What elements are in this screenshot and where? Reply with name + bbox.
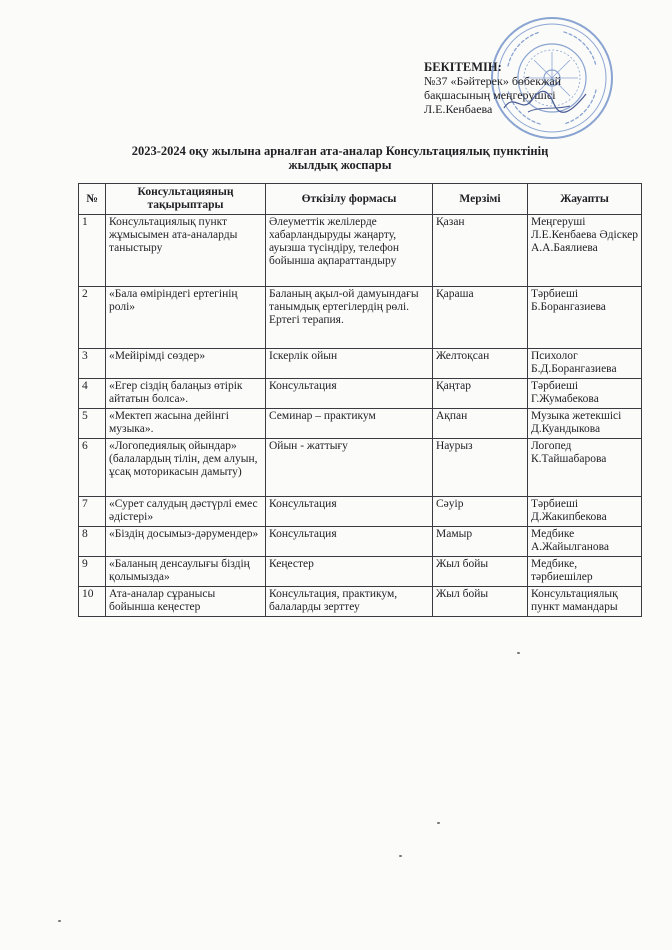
row-topic: «Біздің досымыз-дәрумендер» bbox=[106, 527, 266, 557]
row-number: 6 bbox=[79, 439, 106, 497]
table-row bbox=[79, 439, 642, 497]
header-responsible: Жауапты bbox=[528, 184, 642, 215]
row-form: Ойын - жаттығу bbox=[266, 439, 433, 497]
row-number: 2 bbox=[79, 287, 106, 349]
row-term: Қараша bbox=[433, 287, 528, 349]
table-row bbox=[79, 349, 642, 379]
table-row bbox=[79, 215, 642, 287]
approval-line-3: Л.Е.Кенбаева bbox=[424, 102, 493, 116]
plan-table bbox=[78, 183, 642, 617]
header-term: Мерзімі bbox=[433, 184, 528, 215]
row-topic: «Сурет салудың дәстүрлі емес әдістері» bbox=[106, 497, 266, 527]
row-responsible: Тәрбиеші Д.Жакипбекова bbox=[528, 497, 642, 527]
row-term: Қаңтар bbox=[433, 379, 528, 409]
row-term: Жыл бойы bbox=[433, 587, 528, 617]
approval-line-1: №37 «Бәйтерек» бөбекжай bbox=[424, 74, 562, 88]
row-term: Мамыр bbox=[433, 527, 528, 557]
row-form: Әлеуметтік желілерде хабарландыруды жаңарту, ауызша түсіндіру, телефон бойынша ақпараттандыру bbox=[266, 215, 433, 287]
scan-speck bbox=[399, 855, 402, 857]
row-topic: «Мектеп жасына дейінгі музыка». bbox=[106, 409, 266, 439]
row-term: Ақпан bbox=[433, 409, 528, 439]
header-number: № bbox=[79, 184, 106, 215]
table-row bbox=[79, 527, 642, 557]
row-term: Жыл бойы bbox=[433, 557, 528, 587]
row-term: Сәуір bbox=[433, 497, 528, 527]
row-topic: Консультациялық пункт жұмысымен ата-аналарды таныстыру bbox=[106, 215, 266, 287]
row-number: 10 bbox=[79, 587, 106, 617]
table-row bbox=[79, 379, 642, 409]
scan-speck bbox=[517, 652, 520, 654]
row-topic: «Егер сіздің балаңыз өтірік айтатын болса». bbox=[106, 379, 266, 409]
row-responsible: Меңгеруші Л.Е.Кенбаева Әдіскер А.А.Баялиева bbox=[528, 215, 642, 287]
row-form: Баланың ақыл-ой дамуындағы танымдық ертегілердің рөлі. Ертегі терапия. bbox=[266, 287, 433, 349]
header-topic: Консультацияның тақырыптары bbox=[106, 184, 266, 215]
row-responsible: Тәрбиеші Г.Жумабекова bbox=[528, 379, 642, 409]
row-form: Консультация, практикум, балаларды зерттеу bbox=[266, 587, 433, 617]
row-topic: «Баланың денсаулығы біздің қолымызда» bbox=[106, 557, 266, 587]
approval-heading: БЕКІТЕМІН: bbox=[424, 60, 502, 74]
document-title: 2023-2024 оқу жылына арналған ата-аналар Консультациялық пунктінің жылдық жоспары bbox=[131, 144, 549, 172]
table-header-row bbox=[79, 184, 642, 215]
row-topic: Ата-аналар сұранысы бойынша кеңестер bbox=[106, 587, 266, 617]
row-form: Іскерлік ойын bbox=[266, 349, 433, 379]
row-number: 7 bbox=[79, 497, 106, 527]
row-responsible: Тәрбиеші Б.Борангазиева bbox=[528, 287, 642, 349]
row-responsible: Логопед К.Тайшабарова bbox=[528, 439, 642, 497]
row-number: 8 bbox=[79, 527, 106, 557]
signature bbox=[500, 84, 590, 120]
row-number: 3 bbox=[79, 349, 106, 379]
row-responsible: Консультациялық пункт мамандары bbox=[528, 587, 642, 617]
table-row bbox=[79, 557, 642, 587]
row-form: Консультация bbox=[266, 527, 433, 557]
table-row bbox=[79, 287, 642, 349]
row-term: Наурыз bbox=[433, 439, 528, 497]
row-topic: «Логопедиялық ойындар» (балалардың тілін, дем алуын, ұсақ моторикасын дамыту) bbox=[106, 439, 266, 497]
approval-line-2: бақшасының меңгерушісі bbox=[424, 88, 556, 102]
scan-speck bbox=[58, 920, 61, 922]
table-row bbox=[79, 587, 642, 617]
row-term: Қазан bbox=[433, 215, 528, 287]
row-responsible: Медбике А.Жайылганова bbox=[528, 527, 642, 557]
row-form: Консультация bbox=[266, 497, 433, 527]
row-form: Консультация bbox=[266, 379, 433, 409]
header-form: Өткізілу формасы bbox=[266, 184, 433, 215]
row-number: 5 bbox=[79, 409, 106, 439]
row-topic: «Мейірімді сөздер» bbox=[106, 349, 266, 379]
table-row bbox=[79, 409, 642, 439]
row-form: Семинар – практикум bbox=[266, 409, 433, 439]
row-term: Желтоқсан bbox=[433, 349, 528, 379]
row-topic: «Бала өміріндегі ертегінің ролі» bbox=[106, 287, 266, 349]
row-number: 4 bbox=[79, 379, 106, 409]
row-responsible: Психолог Б.Д.Борангазиева bbox=[528, 349, 642, 379]
row-number: 1 bbox=[79, 215, 106, 287]
table-row bbox=[79, 497, 642, 527]
row-responsible: Медбике, тәрбиешілер bbox=[528, 557, 642, 587]
row-form: Кеңестер bbox=[266, 557, 433, 587]
row-number: 9 bbox=[79, 557, 106, 587]
row-responsible: Музыка жетекшісі Д.Куандыкова bbox=[528, 409, 642, 439]
scan-speck bbox=[437, 822, 440, 824]
